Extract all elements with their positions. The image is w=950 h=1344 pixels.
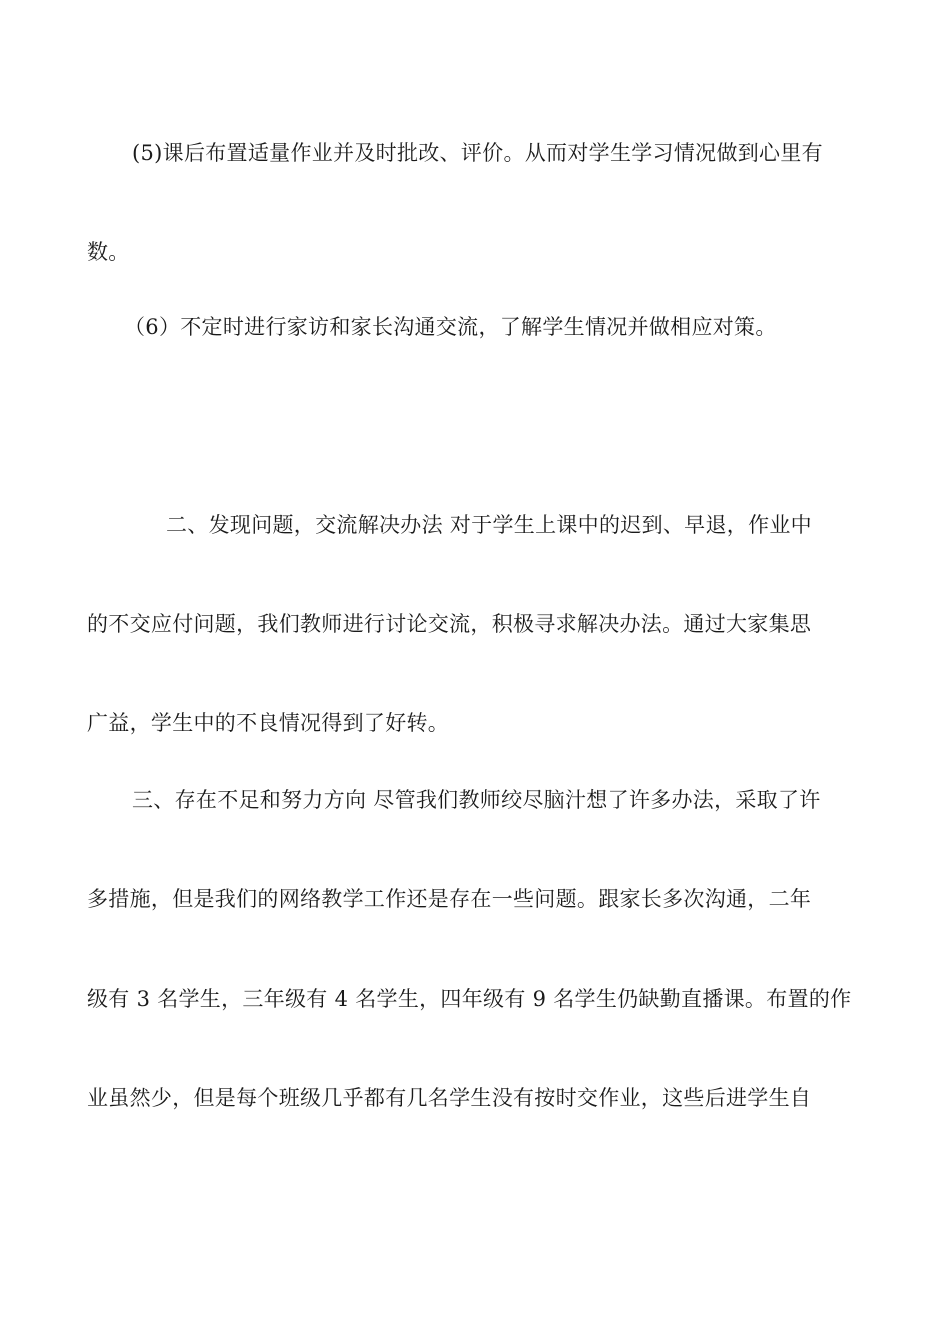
section-3-line-3: 级有 3 名学生，三年级有 4 名学生，四年级有 9 名学生仍缺勤直播课。布置的作 [87, 987, 852, 1011]
section-2-line-2: 的不交应付问题，我们教师进行讨论交流，积极寻求解决办法。通过大家集思 [87, 612, 812, 636]
paragraph-5-line-1: (5)课后布置适量作业并及时批改、评价。从而对学生学习情况做到心里有 [132, 141, 823, 165]
section-3-line-4: 业虽然少，但是每个班级几乎都有几名学生没有按时交作业，这些后进学生自 [87, 1086, 812, 1110]
paragraph-5-line-2: 数。 [87, 240, 130, 264]
section-3-line-1: 三、存在不足和努力方向 尽管我们教师绞尽脑汁想了许多办法，采取了许 [132, 788, 821, 812]
section-2-line-3: 广益，学生中的不良情况得到了好转。 [87, 711, 450, 735]
section-3-line-2: 多措施，但是我们的网络教学工作还是存在一些问题。跟家长多次沟通，二年 [87, 887, 812, 911]
paragraph-6-line-1: （6）不定时进行家访和家长沟通交流，了解学生情况并做相应对策。 [124, 315, 777, 339]
section-2-line-1: 二、发现问题，交流解决办法 对于学生上课中的迟到、早退，作业中 [166, 513, 812, 537]
